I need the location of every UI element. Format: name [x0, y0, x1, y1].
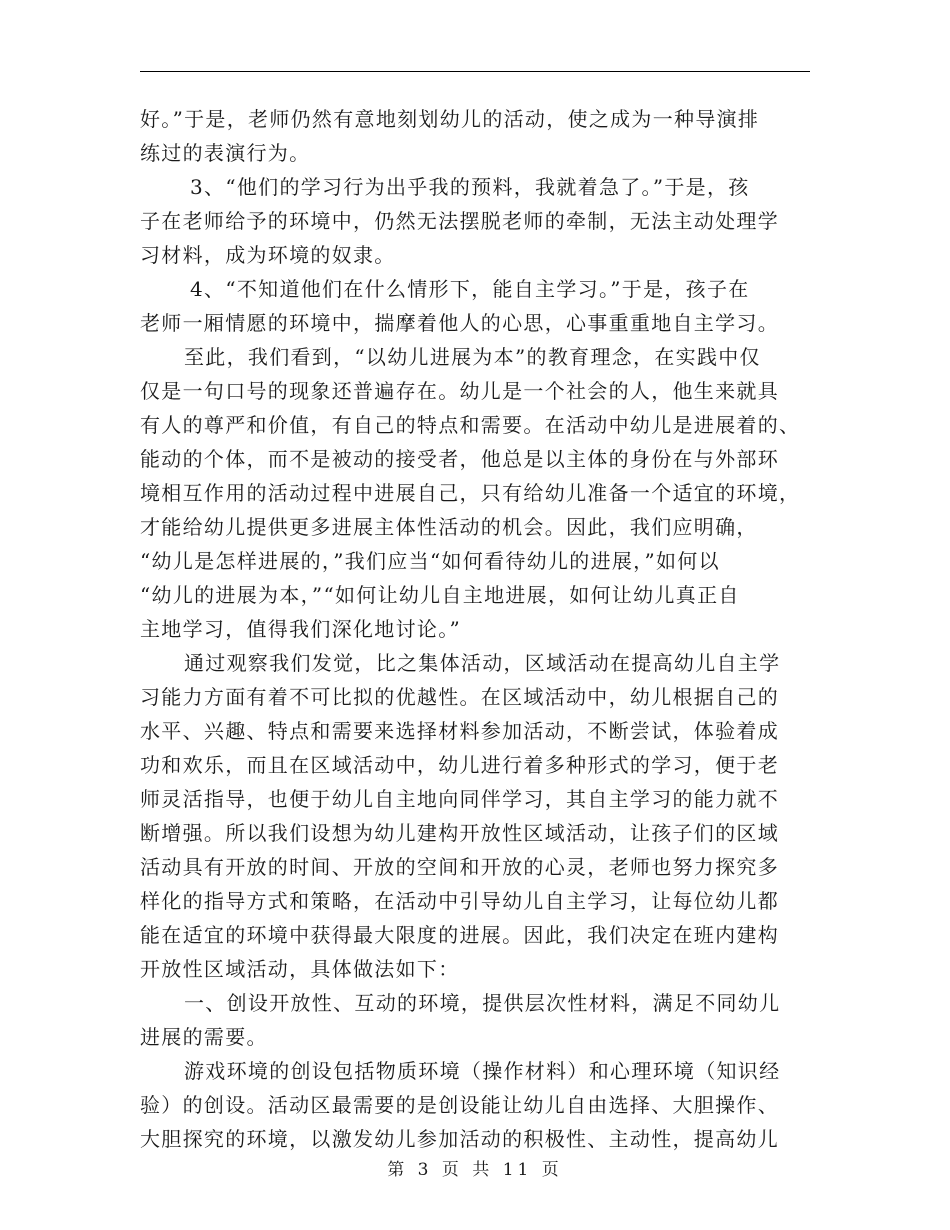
- document-body: [140, 102, 810, 1156]
- text-line: 师灵活指导，也便于幼儿自主地向同伴学习，其自主学习的能力就不: [140, 787, 779, 811]
- text-line: 能在适宜的环境中获得最大限度的进展。因此，我们决定在班内建构: [140, 923, 779, 947]
- text-line: 习能力方面有着不可比拟的优越性。在区域活动中，幼儿根据自己的: [140, 685, 779, 709]
- paragraph-start: 4、“不知道他们在什么情形下，能自主学习。”于是，孩子在: [190, 277, 750, 301]
- paragraph-start: 通过观察我们发觉，比之集体活动，区域活动在提高幼儿自主学: [184, 651, 781, 675]
- text-line: 活动具有开放的时间、开放的空间和开放的心灵，老师也努力探究多: [140, 855, 779, 879]
- text-line: 主地学习，值得我们深化地讨论。”: [140, 617, 462, 641]
- text-line: 有人的尊严和价值，有自己的特点和需要。在活动中幼儿是进展着的、: [140, 413, 801, 437]
- text-line: 习材料，成为环境的奴隶。: [140, 243, 396, 267]
- text-line: 境相互作用的活动过程中进展自己，只有给幼儿准备一个适宜的环境，: [140, 481, 801, 505]
- text-line: 样化的指导方式和策略，在活动中引导幼儿自主学习，让每位幼儿都: [140, 889, 779, 913]
- text-line: 进展的需要。: [140, 1025, 268, 1049]
- text-line: 仅是一句口号的现象还普遍存在。幼儿是一个社会的人，他生来就具: [140, 379, 779, 403]
- text-line: 子在老师给予的环境中，仍然无法摆脱老师的牵制，无法主动处理学: [140, 209, 779, 233]
- section-heading: 一、创设开放性、互动的环境，提供层次性材料，满足不同幼儿: [184, 991, 781, 1015]
- page-footer: 第 3 页 共 11 页: [387, 1160, 563, 1180]
- text-line: 老师一厢情愿的环境中，揣摩着他人的心思，心事重重地自主学习。: [140, 311, 779, 335]
- text-line: 水平、兴趣、特点和需要来选择材料参加活动，不断尝试，体验着成: [140, 719, 779, 743]
- text-line: 验）的创设。活动区最需要的是创设能让幼儿自由选择、大胆操作、: [140, 1093, 779, 1117]
- text-line: 断增强。所以我们设想为幼儿建构开放性区域活动，让孩子们的区域: [140, 821, 779, 845]
- text-line: “幼儿是怎样进展的，”我们应当“如何看待幼儿的进展，”如何以: [140, 549, 720, 573]
- paragraph-start: 3、“他们的学习行为出乎我的预料，我就着急了。”于是，孩: [190, 175, 750, 199]
- text-line: 才能给幼儿提供更多进展主体性活动的机会。因此，我们应明确，: [140, 515, 758, 539]
- text-line: 练过的表演行为。: [140, 141, 311, 165]
- paragraph-start: 游戏环境的创设包括物质环境（操作材料）和心理环境（知识经: [184, 1059, 781, 1083]
- text-line: 好。”于是，老师仍然有意地刻划幼儿的活动，使之成为一种导演排: [140, 107, 760, 131]
- text-line: 开放性区域活动，具体做法如下：: [140, 957, 460, 981]
- text-line: 功和欢乐，而且在区域活动中，幼儿进行着多种形式的学习，便于老: [140, 753, 779, 777]
- text-line: “幼儿的进展为本，”“如何让幼儿自主地进展，如何让幼儿真正自: [140, 583, 740, 607]
- header-rule: [140, 71, 810, 72]
- paragraph-start: 至此，我们看到，“以幼儿进展为本”的教育理念，在实践中仅: [184, 345, 761, 369]
- text-line: 大胆探究的环境，以激发幼儿参加活动的积极性、主动性，提高幼儿: [140, 1127, 779, 1151]
- text-line: 能动的个体，而不是被动的接受者，他总是以主体的身份在与外部环: [140, 447, 779, 471]
